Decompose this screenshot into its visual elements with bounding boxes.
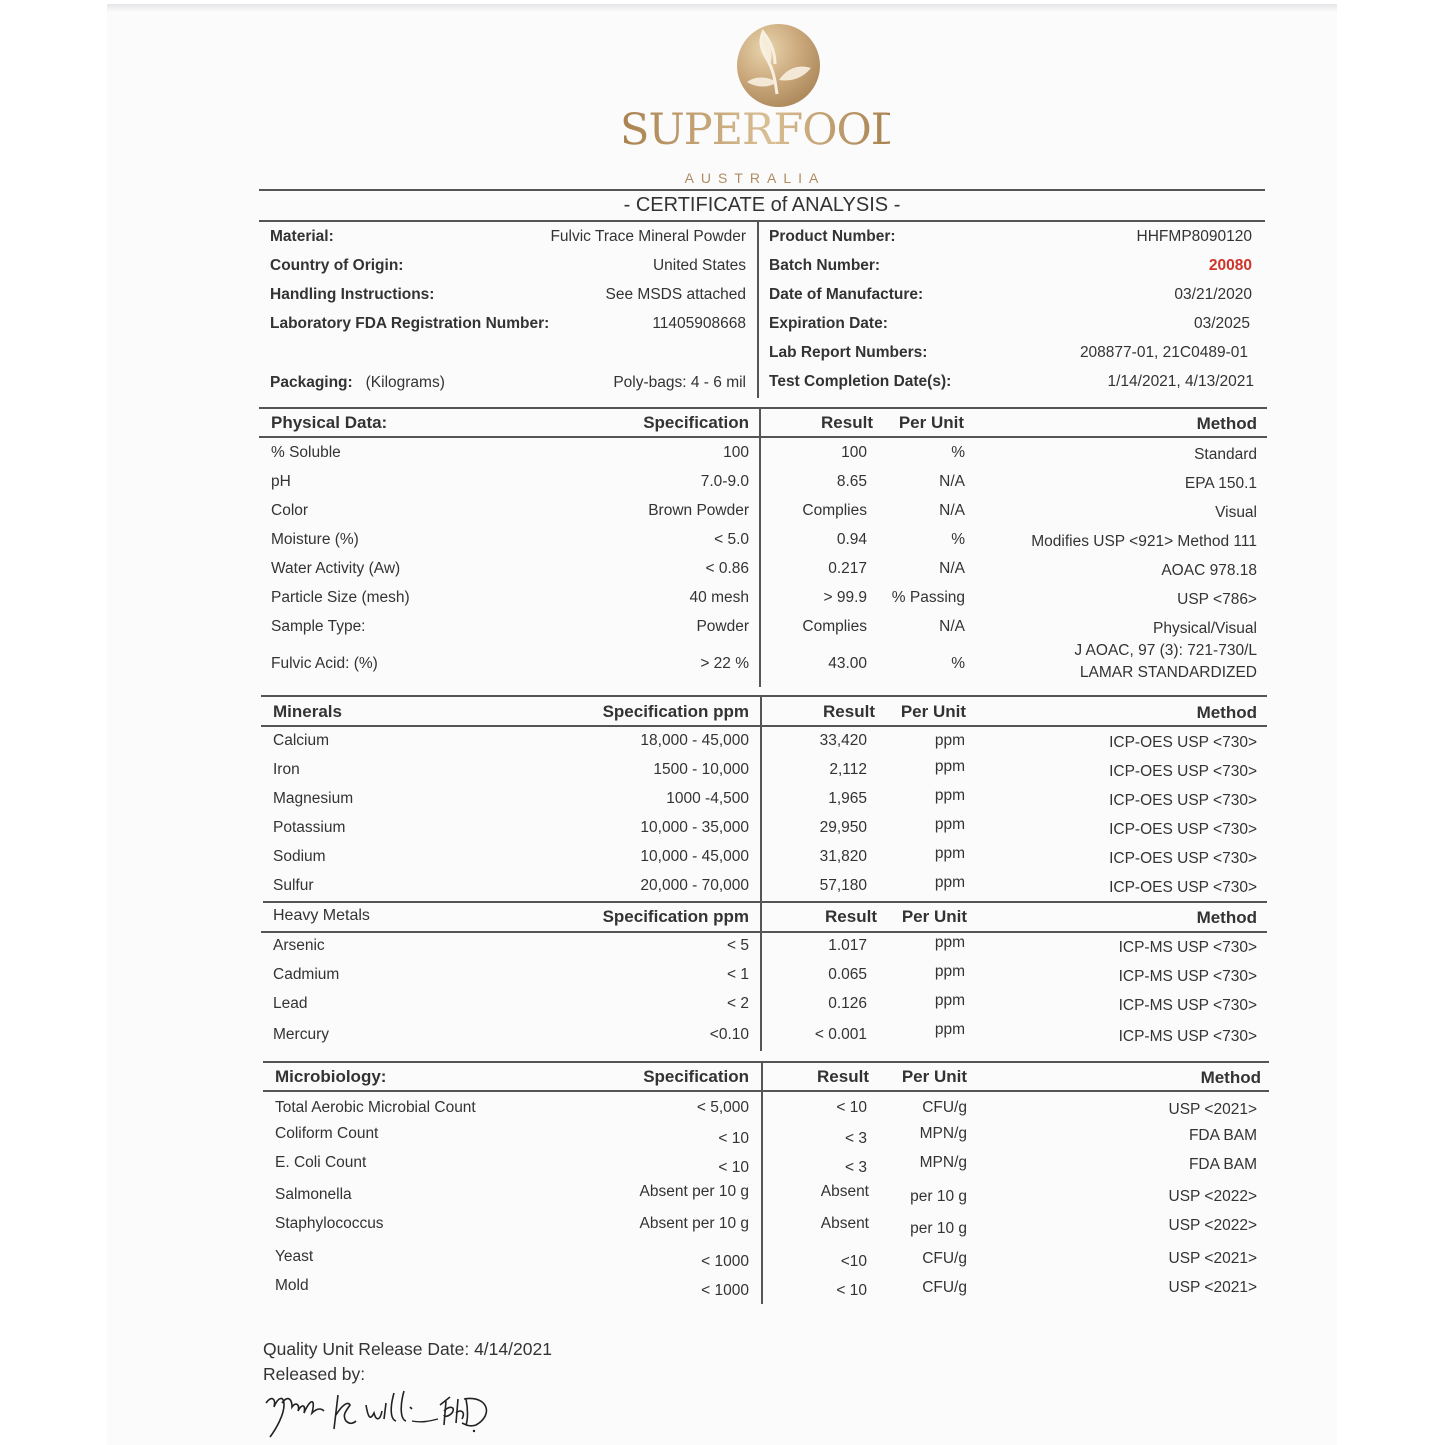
col-header-unit: Per Unit: [898, 413, 964, 432]
row-name: Moisture (%): [271, 531, 359, 548]
row-result: 2,112: [829, 761, 867, 778]
table-row: [259, 732, 1267, 754]
row-name: Arsenic: [273, 937, 325, 954]
row-method: USP <2022>: [1168, 1217, 1257, 1234]
col-header-spec: Specification ppm: [602, 907, 749, 926]
divider: [263, 901, 1267, 903]
table-row: [261, 1125, 1269, 1147]
col-header-spec: Specification ppm: [602, 702, 749, 721]
release-date: Quality Unit Release Date: 4/14/2021: [263, 1339, 552, 1359]
table-row: [261, 1154, 1269, 1176]
row-name: Staphylococcus: [275, 1215, 384, 1232]
row-result: 8.65: [836, 473, 867, 490]
method-line-2: LAMAR STANDARDIZED: [1079, 664, 1257, 681]
row-name: Sample Type:: [271, 618, 366, 635]
table-row: [259, 531, 1267, 553]
table-row: [259, 758, 1267, 783]
row-spec: < 5,000: [696, 1099, 749, 1116]
info-value: 03/21/2020: [1174, 286, 1252, 303]
row-method: FDA BAM: [1188, 1156, 1257, 1173]
row-spec: < 5.0: [714, 531, 749, 548]
row-unit: N/A: [939, 560, 965, 577]
row-result: < 3: [845, 1159, 867, 1176]
row-method: USP <2021>: [1168, 1101, 1257, 1118]
row-name: Particle Size (mesh): [271, 589, 410, 606]
column-divider: [759, 409, 761, 687]
row-method: ICP-OES USP <730>: [1109, 734, 1257, 751]
row-name: E. Coli Count: [275, 1154, 367, 1171]
row-name: Yeast: [275, 1248, 314, 1265]
info-value: 208877-01, 21C0489-01: [1079, 344, 1248, 361]
row-method: FDA BAM: [1188, 1127, 1257, 1144]
row-method: Standard: [1194, 446, 1257, 463]
batch-number-value: 20080: [1208, 257, 1252, 274]
row-result: Complies: [802, 502, 867, 519]
row-unit: per 10 g: [910, 1220, 967, 1237]
info-label: Test Completion Date(s):: [769, 373, 952, 390]
row-method: ICP-MS USP <730>: [1118, 997, 1257, 1014]
row-name: Water Activity (Aw): [271, 560, 401, 577]
table-row: [259, 845, 1267, 870]
info-value: Poly-bags: 4 - 6 mil: [613, 374, 746, 391]
row-method: EPA 150.1: [1184, 475, 1257, 492]
table-row: [261, 1183, 1269, 1205]
leaf-sprout-icon: [737, 24, 820, 107]
row-spec: 10,000 - 45,000: [640, 848, 749, 865]
row-name: Cadmium: [273, 966, 340, 983]
row-name: % Soluble: [271, 444, 341, 461]
packaging-unit: (Kilograms): [365, 374, 445, 391]
table-header: [259, 413, 1267, 435]
column-divider: [761, 1063, 763, 1304]
row-method: USP <2022>: [1168, 1188, 1257, 1205]
col-header-method: Method: [1196, 908, 1257, 927]
info-label: Lab Report Numbers:: [769, 344, 928, 361]
row-spec: < 5: [727, 937, 749, 954]
physical-data-table: [259, 411, 1267, 689]
divider: [259, 436, 1267, 438]
row-method: USP <786>: [1177, 591, 1257, 608]
row-unit: ppm: [934, 992, 965, 1009]
row-unit: % Passing: [891, 589, 965, 606]
row-result: Complies: [802, 618, 867, 635]
minerals-table: [259, 700, 1267, 900]
row-spec: 18,000 - 45,000: [640, 732, 749, 749]
method-line-1: J AOAC, 97 (3): 721-730/L: [1074, 642, 1257, 659]
table-row: [259, 473, 1267, 495]
row-result: Absent: [820, 1215, 869, 1232]
table-row: [259, 589, 1267, 611]
table-row: [259, 444, 1267, 466]
row-spec: < 10: [718, 1159, 749, 1176]
row-unit: MPN/g: [919, 1154, 967, 1171]
table-row: [259, 874, 1267, 899]
info-row-handling: [270, 286, 746, 306]
row-method: ICP-MS USP <730>: [1118, 968, 1257, 985]
row-method: USP <2021>: [1168, 1279, 1257, 1296]
row-name: Lead: [273, 995, 308, 1012]
info-value: HHFMP8090120: [1136, 228, 1252, 245]
table-row: [259, 618, 1267, 640]
row-unit: ppm: [934, 732, 965, 749]
row-name: Coliform Count: [275, 1125, 379, 1142]
row-spec: 40 mesh: [689, 589, 749, 606]
row-method: Visual: [1215, 504, 1257, 521]
row-result: 1,965: [828, 790, 867, 807]
table-row: [259, 934, 1267, 959]
column-divider: [757, 222, 759, 398]
info-left: [270, 228, 746, 398]
row-method: ICP-OES USP <730>: [1109, 763, 1257, 780]
row-unit: ppm: [934, 963, 965, 980]
row-spec: > 22 %: [700, 655, 749, 672]
info-row-packaging: [270, 374, 746, 394]
brand-subtitle: AUSTRALIA: [684, 170, 826, 186]
row-result: < 0.001: [814, 1026, 867, 1043]
col-header-name: Physical Data:: [271, 413, 388, 432]
info-row-lab-reports: [769, 344, 1252, 364]
row-result: 43.00: [828, 655, 867, 672]
info-label: Laboratory FDA Registration Number:: [270, 315, 550, 332]
row-name: Iron: [273, 761, 300, 778]
release-footer: [263, 1337, 552, 1387]
row-unit: ppm: [934, 1021, 965, 1038]
column-divider: [760, 697, 762, 1051]
row-result: 31,820: [819, 848, 867, 865]
row-spec: Absent per 10 g: [639, 1215, 749, 1232]
row-method: [1074, 640, 1257, 684]
info-label: Batch Number:: [769, 257, 881, 274]
col-header-method: Method: [1200, 1068, 1261, 1087]
row-result: 0.126: [828, 995, 867, 1012]
row-name: Mold: [275, 1277, 309, 1294]
row-unit: N/A: [939, 473, 965, 490]
row-spec: < 1000: [701, 1282, 749, 1299]
row-name: Sodium: [273, 848, 326, 865]
table-row: [261, 1277, 1269, 1299]
divider: [259, 189, 1265, 191]
row-name: Potassium: [273, 819, 346, 836]
row-result: 33,420: [819, 732, 867, 749]
info-row-batch-number: [769, 257, 1252, 277]
row-unit: CFU/g: [922, 1099, 967, 1116]
table-header: [261, 1067, 1269, 1089]
row-result: 0.94: [836, 531, 867, 548]
col-header-method: Method: [1196, 414, 1257, 433]
info-row-fda: [270, 315, 746, 335]
row-method: ICP-OES USP <730>: [1109, 850, 1257, 867]
row-unit: CFU/g: [922, 1250, 967, 1267]
brand-name: SUPERFOODS: [620, 105, 933, 155]
info-row-expiration: [769, 315, 1252, 335]
table-row: [259, 963, 1267, 988]
row-spec: Absent per 10 g: [639, 1183, 749, 1200]
info-row-material: [270, 228, 746, 248]
table-row: [259, 560, 1267, 582]
row-spec: < 10: [718, 1130, 749, 1147]
row-method: ICP-OES USP <730>: [1109, 879, 1257, 896]
row-spec: <0.10: [709, 1026, 749, 1043]
col-header-result: Result: [817, 1067, 869, 1086]
divider: [259, 220, 1265, 222]
row-spec: 1500 - 10,000: [653, 761, 749, 778]
superfoods-logo: [620, 24, 933, 186]
table-row: [259, 992, 1267, 1017]
row-result: 57,180: [819, 877, 867, 894]
row-unit: %: [951, 531, 965, 548]
row-spec: < 1: [727, 966, 749, 983]
row-spec: 7.0-9.0: [700, 473, 749, 490]
row-method: AOAC 978.18: [1161, 562, 1257, 579]
row-result: < 10: [836, 1282, 867, 1299]
table-row: [259, 1021, 1267, 1048]
col-header-spec: Specification: [643, 413, 749, 432]
col-header-spec: Specification: [643, 1067, 749, 1086]
row-method: Modifies USP <921> Method 111: [1031, 533, 1257, 550]
row-spec: 100: [723, 444, 749, 461]
row-unit: ppm: [934, 934, 965, 951]
row-unit: N/A: [939, 618, 965, 635]
row-unit: ppm: [934, 787, 965, 804]
row-result: < 10: [836, 1099, 867, 1116]
info-value: 11405908668: [652, 315, 746, 332]
row-name: Fulvic Acid: (%): [271, 655, 378, 672]
row-result: > 99.9: [823, 589, 867, 606]
col-header-method: Method: [1196, 703, 1257, 722]
row-result: 100: [841, 444, 867, 461]
row-unit: %: [951, 444, 965, 461]
row-name: Magnesium: [273, 790, 354, 807]
row-name: Calcium: [273, 732, 329, 749]
info-label: [270, 374, 445, 392]
divider: [261, 695, 1267, 697]
col-header-unit: Per Unit: [900, 702, 966, 721]
row-result: <10: [840, 1253, 867, 1270]
row-spec: 1000 -4,500: [666, 790, 749, 807]
row-name: Mercury: [273, 1026, 329, 1043]
table-row: [261, 1215, 1269, 1237]
row-name: pH: [271, 473, 291, 490]
row-method: ICP-OES USP <730>: [1109, 821, 1257, 838]
row-name: Total Aerobic Microbial Count: [275, 1099, 476, 1116]
page-top-edge: [107, 4, 1337, 12]
signature-image: [262, 1385, 502, 1445]
row-method: Physical/Visual: [1153, 620, 1257, 637]
document-title: - CERTIFICATE of ANALYSIS -: [623, 194, 901, 216]
row-unit: ppm: [934, 874, 965, 891]
table-row: [261, 1248, 1269, 1270]
info-label: Material:: [270, 228, 334, 245]
row-method: USP <2021>: [1168, 1250, 1257, 1267]
divider: [263, 1090, 1269, 1092]
row-unit: MPN/g: [919, 1125, 967, 1142]
divider: [263, 1061, 1269, 1063]
row-unit: ppm: [934, 845, 965, 862]
info-value: United States: [652, 257, 746, 274]
row-method: ICP-MS USP <730>: [1118, 939, 1257, 956]
row-result: 0.065: [828, 966, 867, 983]
divider: [259, 407, 1267, 409]
col-header-name: Heavy Metals: [273, 907, 370, 924]
heavy-metals-table: [259, 905, 1267, 1055]
info-value: 1/14/2021, 4/13/2021: [1107, 373, 1254, 390]
table-row: [259, 816, 1267, 841]
divider: [261, 931, 1267, 933]
info-row-test-completion: [769, 373, 1252, 393]
row-result: Absent: [820, 1183, 869, 1200]
row-spec: 10,000 - 35,000: [640, 819, 749, 836]
col-header-result: Result: [825, 907, 877, 926]
microbiology-table: [261, 1065, 1269, 1305]
divider: [261, 725, 1267, 727]
info-value: See MSDS attached: [605, 286, 746, 303]
row-name: Salmonella: [275, 1186, 352, 1203]
packaging-label: Packaging:: [270, 374, 353, 391]
row-result: 29,950: [819, 819, 867, 836]
info-row-manufacture-date: [769, 286, 1252, 306]
row-name: Color: [271, 502, 309, 519]
row-spec: Brown Powder: [648, 502, 749, 519]
table-row: [259, 787, 1267, 812]
row-result: < 3: [845, 1130, 867, 1147]
info-value: Fulvic Trace Mineral Powder: [550, 228, 746, 245]
row-spec: Powder: [696, 618, 749, 635]
row-unit: CFU/g: [922, 1279, 967, 1296]
info-row-country: [270, 257, 746, 277]
row-spec: < 1000: [701, 1253, 749, 1270]
col-header-unit: Per Unit: [901, 907, 967, 926]
table-row: [259, 502, 1267, 524]
released-by-label: Released by:: [263, 1364, 366, 1384]
info-right: [769, 228, 1252, 398]
col-header-unit: Per Unit: [901, 1067, 967, 1086]
table-header: [259, 702, 1267, 724]
info-label: Date of Manufacture:: [769, 286, 924, 303]
info-label: Product Number:: [769, 228, 896, 245]
col-header-result: Result: [823, 702, 875, 721]
row-unit: ppm: [934, 816, 965, 833]
col-header-result: Result: [821, 413, 873, 432]
table-row: [261, 1099, 1269, 1121]
row-unit: ppm: [934, 758, 965, 775]
row-result: 1.017: [828, 937, 867, 954]
row-unit: per 10 g: [910, 1188, 967, 1205]
row-spec: < 2: [727, 995, 749, 1012]
info-row-product-number: [769, 228, 1252, 248]
row-method: ICP-OES USP <730>: [1109, 792, 1257, 809]
info-label: Country of Origin:: [270, 257, 404, 274]
row-method: ICP-MS USP <730>: [1118, 1028, 1257, 1045]
info-label: Handling Instructions:: [270, 286, 435, 303]
row-unit: N/A: [939, 502, 965, 519]
table-header: [259, 907, 1267, 929]
info-value: 03/2025: [1193, 315, 1250, 332]
row-name: Sulfur: [273, 877, 314, 894]
row-spec: < 0.86: [705, 560, 749, 577]
row-spec: 20,000 - 70,000: [640, 877, 749, 894]
info-label: Expiration Date:: [769, 315, 888, 332]
col-header-name: Minerals: [273, 702, 342, 721]
row-result: 0.217: [828, 560, 867, 577]
row-unit: %: [951, 655, 965, 672]
col-header-name: Microbiology:: [275, 1067, 387, 1086]
